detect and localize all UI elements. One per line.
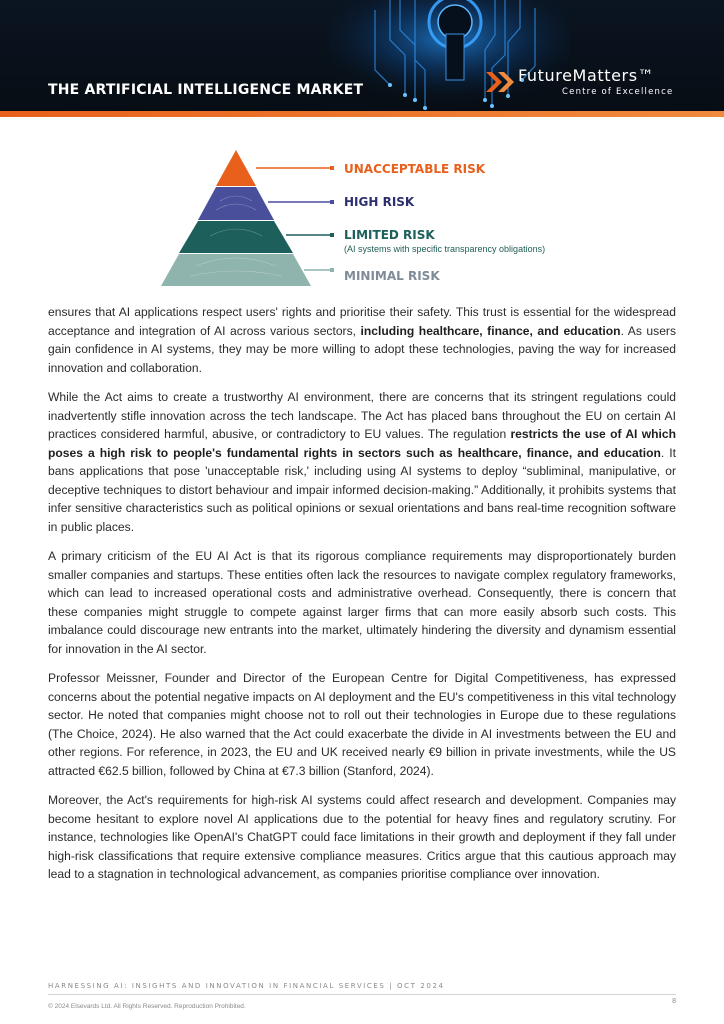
article-body — [48, 303, 676, 895]
brand-name: FutureMatters™ — [518, 66, 655, 85]
risk-label-minimal: MINIMAL RISK — [344, 269, 440, 283]
page-number: 8 — [672, 998, 676, 1005]
copyright-notice: © 2024 Elsevards Ltd. All Rights Reserved. Reproduction Prohibited. — [48, 1003, 246, 1010]
risk-label-unacceptable: UNACCEPTABLE RISK — [344, 162, 486, 176]
futurematters-logo — [486, 66, 706, 102]
risk-label-high: HIGH RISK — [344, 195, 415, 209]
pyramid-tier-high — [198, 187, 274, 220]
paragraph-meissner: Professor Meissner, Founder and Director of the European Centre for Digital Competitiveness, has expressed concerns about the potential negative impacts on AI deployment and the EU's competitiveness in this vital technology sector. He noted that companies might choose not to roll out their technologies in Europe due to these regulations (The Choice, 2024). He also warned that the Act could exacerbate the divide in AI investments between the EU and other regions. For reference, in 2023, the EU and UK received nearly €9 billion in private investments, while the US attracted €62.5 billion, followed by China at €7.3 billion (Stanford, 2024). — [48, 671, 676, 778]
publication-footer: HARNESSING AI: INSIGHTS AND INNOVATION IN FINANCIAL SERVICES | OCT 2024 — [48, 982, 445, 990]
paragraph-innovation-concerns: While the Act aims to create a trustworthy AI environment, there are concerns that its stringent regulations could inadvertently stifle innovation across the tech landscape. The Act has placed bans throughout the EU on certain AI practices considered harmful, abusive, or contradictory to EU values. The regulation restricts the use of AI which poses a high risk to people's fundamental rights in sectors such as healthcare, finance, and education. It bans applications that pose 'unacceptable risk,' including using AI systems to deploy “subliminal, manipulative, or deceptive techniques to distort behaviour and impair informed decision-making.” Additionally, it prohibits systems that infer sensitive characteristics such as political opinions or sexual orientations and bans real-time recognition software in public places. — [48, 390, 676, 534]
footer-divider — [48, 994, 676, 995]
paragraph-research-development: Moreover, the Act's requirements for high-risk AI systems could affect research and development. Companies may become hesitant to explore novel AI applications due to the potential for heavy fines and regulatory scrutiny. For instance, technologies like OpenAI's ChatGPT could face limitations in their growth and deployment if they fall under high-risk classifications that require extensive compliance measures. Critics argue that this cautious approach may lead to a stagnation in technological advancement, as companies prioritise compliance over innovation. — [48, 793, 676, 881]
section-title: THE ARTIFICIAL INTELLIGENCE MARKET — [48, 82, 364, 98]
paragraph-compliance-burden: A primary criticism of the EU AI Act is that its rigorous compliance requirements may disproportionately burden smaller companies and startups. These entities often lack the resources to navigate complex regulatory frameworks, which can lead to increased operational costs and administrative overhead. Consequently, there is concern that these companies might struggle to compete against larger firms that can more easily absorb such costs. This imbalance could discourage new entrants into the market, ultimately hindering the diversity and dynamism essential for innovation in the AI sector. — [48, 549, 676, 656]
chevrons-icon — [486, 70, 516, 94]
risk-pyramid-diagram — [150, 146, 590, 292]
page-header — [0, 0, 724, 111]
paragraph-trust: ensures that AI applications respect users' rights and prioritise their safety. This trust is essential for the widespread acceptance and integration of AI across various sectors, including healthcare, finance, and education. As users gain confidence in AI systems, they may be more willing to adopt these technologies, paving the way for increased innovation and collaboration. — [48, 305, 676, 375]
risk-label-limited: LIMITED RISK — [344, 228, 435, 242]
pyramid-tier-limited — [179, 221, 293, 253]
risk-note-limited: (AI systems with specific transparency obligations) — [344, 244, 546, 254]
header-accent-band — [0, 111, 724, 117]
pyramid-tier-minimal — [161, 254, 311, 286]
pyramid-tier-unacceptable — [216, 150, 256, 186]
brand-tagline: Centre of Excellence — [562, 87, 674, 97]
